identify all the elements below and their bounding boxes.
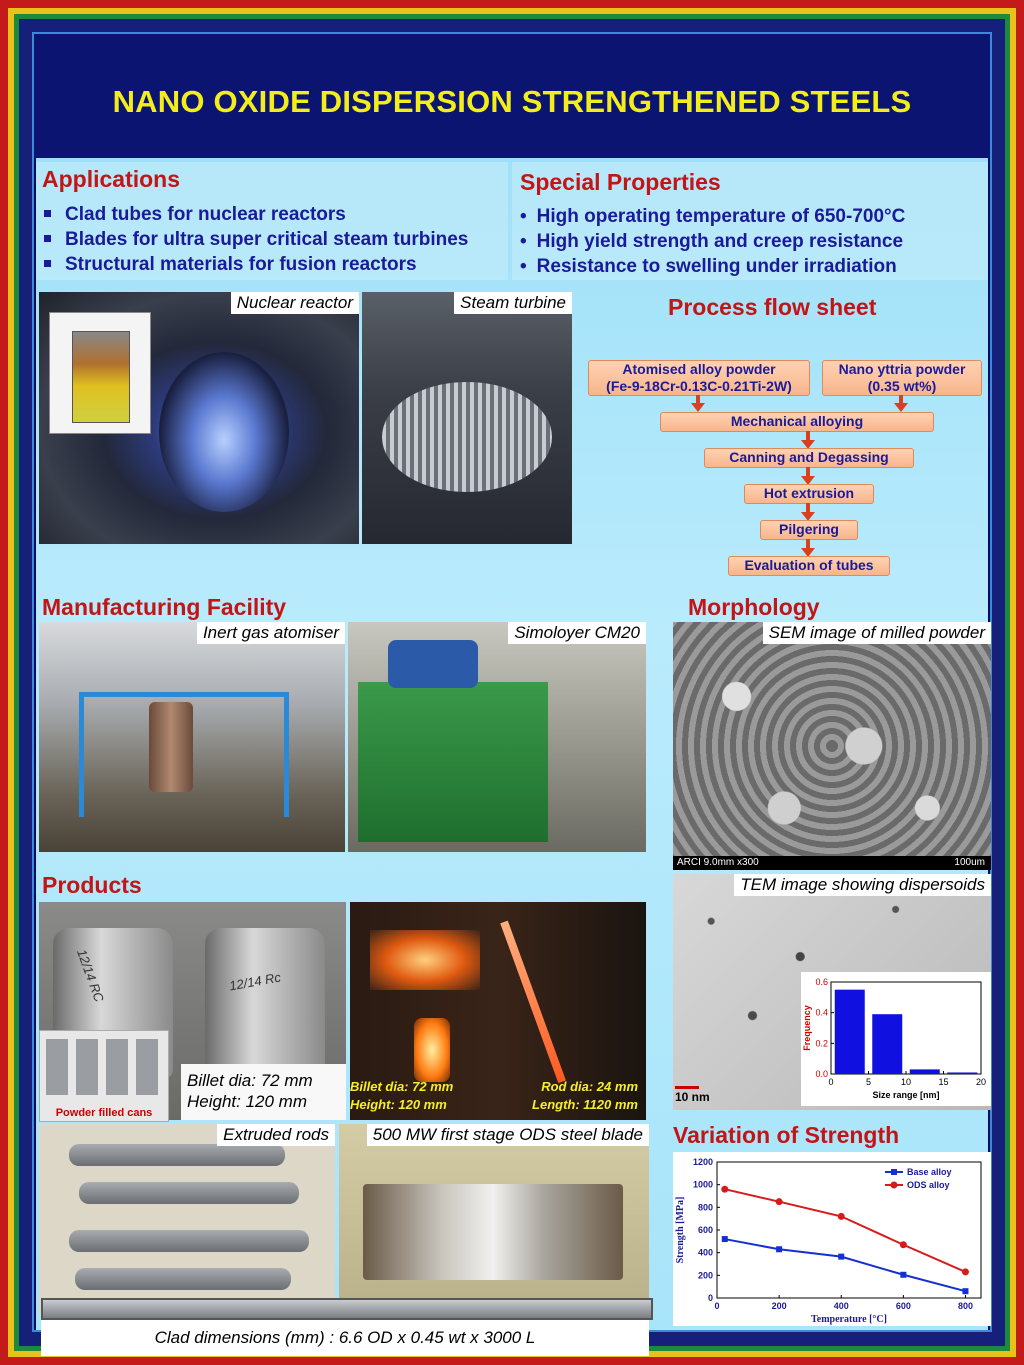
process-step-box: Mechanical alloying <box>660 412 934 432</box>
atomiser-chamber-shape <box>149 702 193 792</box>
strength-data-point <box>962 1288 968 1294</box>
billets-photo <box>39 902 346 1120</box>
products-heading: Products <box>42 872 142 898</box>
gas-atomiser-photo <box>39 622 345 852</box>
flow-arrow-head <box>894 403 908 412</box>
sem-image <box>673 622 991 870</box>
tem-image <box>673 874 991 1110</box>
legend-label: Base alloy <box>907 1167 952 1177</box>
strength-y-tick-label: 400 <box>697 1247 713 1258</box>
poster <box>32 32 992 1347</box>
turbine-blade-shape <box>382 382 552 492</box>
blade-photo <box>339 1124 649 1314</box>
simoloyer-photo <box>348 622 646 852</box>
bullet-square-icon <box>44 260 51 267</box>
motor-shape <box>388 640 478 688</box>
reactor-inset-diagram <box>49 312 151 434</box>
strength-x-tick-label: 600 <box>895 1301 911 1311</box>
strength-data-point <box>722 1236 728 1242</box>
strength-data-point <box>838 1254 844 1260</box>
billet-mark: 12/14 RC <box>74 947 107 1004</box>
strength-data-point <box>776 1198 783 1205</box>
sem-scale-bar <box>673 856 991 870</box>
bullet-square-icon <box>44 210 51 217</box>
strength-x-tick-label: 200 <box>771 1301 787 1311</box>
blade-caption: 500 MW first stage ODS steel blade <box>367 1124 649 1146</box>
legend-marker <box>891 1169 897 1175</box>
special-properties-list <box>520 204 905 279</box>
yttria-powder-box: Nano yttria powder (0.35 wt%) <box>822 360 982 396</box>
sem-scale-right: 100um <box>954 857 985 868</box>
strength-data-point <box>900 1241 907 1248</box>
simoloyer-caption: Simoloyer CM20 <box>508 622 646 644</box>
extruded-rods-photo <box>39 1124 335 1314</box>
bullet-dot-icon: • <box>520 231 527 252</box>
process-step-box: Evaluation of tubes <box>728 556 890 576</box>
strength-chart <box>673 1152 991 1326</box>
rod-shape <box>69 1144 285 1166</box>
strength-chart-panel <box>673 1152 991 1326</box>
bullet-dot-icon: • <box>520 256 527 277</box>
size-distribution-chart <box>801 972 991 1106</box>
hist-x-tick-label: 0 <box>828 1077 834 1087</box>
rod-shape <box>79 1182 299 1204</box>
cans-shape <box>46 1039 158 1095</box>
applications-heading: Applications <box>42 166 181 192</box>
process-step-box: Hot extrusion <box>744 484 874 504</box>
bullet-dot-icon: • <box>520 206 527 227</box>
nuclear-reactor-photo <box>39 292 359 544</box>
machine-body-shape <box>358 682 548 842</box>
legend-marker <box>891 1182 898 1189</box>
hist-x-tick-label: 20 <box>975 1077 987 1087</box>
list-item: • High yield strength and creep resistance <box>520 231 904 252</box>
clad-tube-shape <box>41 1298 653 1320</box>
hist-x-tick-label: 5 <box>865 1077 872 1087</box>
list-item: Blades for ultra super critical steam turbines <box>42 227 468 252</box>
rod-shape <box>75 1268 291 1290</box>
tem-caption: TEM image showing dispersoids <box>734 874 991 896</box>
strength-data-point <box>838 1213 845 1220</box>
legend-label: ODS alloy <box>907 1180 950 1190</box>
powder-cans-inset <box>39 1030 169 1122</box>
strength-x-tick-label: 0 <box>714 1301 720 1311</box>
tem-scale-label: 10 nm <box>675 1090 710 1104</box>
list-item: • High operating temperature of 650-700°C <box>520 206 906 227</box>
special-properties-heading: Special Properties <box>520 169 721 195</box>
strength-x-tick-label: 400 <box>833 1301 849 1311</box>
powder-cans-caption: Powder filled cans <box>55 1107 153 1119</box>
hist-y-axis-label: Frequency <box>802 1005 812 1051</box>
hist-y-tick-label: 0.2 <box>815 1038 828 1049</box>
atomised-powder-box: Atomised alloy powder (Fe-9-18Cr-0.13C-0.21Ti-2W) <box>588 360 810 396</box>
billet-shape <box>205 928 325 1078</box>
hist-x-tick-label: 15 <box>938 1077 949 1087</box>
blade-shape <box>363 1184 623 1280</box>
furnace-glow-shape <box>370 930 480 990</box>
billet-mark: 12/14 Rc <box>228 969 282 994</box>
hist-bar <box>910 1069 940 1074</box>
hist-y-tick-label: 0.4 <box>815 1007 828 1018</box>
poster-content <box>36 158 988 1347</box>
hot-rod-shape <box>500 921 566 1083</box>
hot-billet-shape <box>414 1018 450 1082</box>
applications-list <box>42 202 468 277</box>
strength-y-tick-label: 0 <box>707 1293 713 1303</box>
process-step-box: Pilgering <box>760 520 858 540</box>
hist-y-tick-label: 0.6 <box>815 977 828 987</box>
hist-x-axis-label: Size range [nm] <box>872 1090 940 1100</box>
title-bar <box>34 34 990 158</box>
strength-y-tick-label: 800 <box>697 1202 713 1213</box>
strength-y-tick-label: 1000 <box>692 1179 713 1190</box>
strength-x-tick-label: 800 <box>957 1301 973 1311</box>
bullet-square-icon <box>44 235 51 242</box>
strength-data-point <box>721 1186 728 1193</box>
list-item: Structural materials for fusion reactors <box>42 252 468 277</box>
list-item: Clad tubes for nuclear reactors <box>42 202 468 227</box>
rod-shape <box>69 1230 309 1252</box>
strength-series-line <box>725 1239 966 1291</box>
tem-scale-bar <box>675 1086 699 1089</box>
strength-y-axis-label: Strength [MPa] <box>675 1196 686 1264</box>
strength-data-point <box>962 1268 969 1275</box>
billet-dimensions: Billet dia: 72 mm Height: 120 mm <box>187 1071 313 1111</box>
rod-label: Rod dia: 24 mm Length: 1120 mm <box>532 1079 638 1112</box>
strength-data-point <box>900 1272 906 1278</box>
strength-series-line <box>725 1189 966 1272</box>
hist-y-tick-label: 0.0 <box>815 1069 828 1079</box>
hist-bar <box>947 1072 977 1074</box>
extruded-rods-caption: Extruded rods <box>217 1124 335 1146</box>
strength-y-tick-label: 200 <box>697 1270 713 1281</box>
manufacturing-heading: Manufacturing Facility <box>42 594 287 620</box>
sem-caption: SEM image of milled powder <box>763 622 991 644</box>
steam-turbine-photo <box>362 292 572 544</box>
strength-x-axis-label: Temperature [°C] <box>811 1314 887 1325</box>
steam-turbine-caption: Steam turbine <box>454 292 572 314</box>
hist-x-tick-label: 10 <box>900 1077 912 1087</box>
strength-y-tick-label: 600 <box>697 1225 713 1235</box>
hot-working-photo <box>350 902 646 1120</box>
flow-arrow-head <box>691 403 705 412</box>
clad-dimensions: Clad dimensions (mm) : 6.6 OD x 0.45 wt x 3000 L <box>154 1328 536 1347</box>
atomiser-caption: Inert gas atomiser <box>197 622 345 644</box>
hist-bar <box>872 1014 902 1074</box>
billet-hot-label: Billet dia: 72 mm Height: 120 mm <box>350 1079 454 1112</box>
nuclear-reactor-caption: Nuclear reactor <box>231 292 359 314</box>
poster-title: NANO OXIDE DISPERSION STRENGTHENED STEELS <box>112 84 912 119</box>
process-heading: Process flow sheet <box>668 294 877 320</box>
sem-scale-left: ARCI 9.0mm x300 <box>677 857 759 868</box>
strength-data-point <box>776 1246 782 1252</box>
strength-y-tick-label: 1200 <box>692 1157 713 1167</box>
list-item: • Resistance to swelling under irradiation <box>520 256 897 277</box>
morphology-heading: Morphology <box>688 594 820 620</box>
process-step-box: Canning and Degassing <box>704 448 914 468</box>
reactor-vessel-shape <box>159 352 289 512</box>
clad-caption-box <box>41 1320 649 1356</box>
hist-bar <box>835 990 865 1074</box>
strength-heading: Variation of Strength <box>673 1122 900 1148</box>
